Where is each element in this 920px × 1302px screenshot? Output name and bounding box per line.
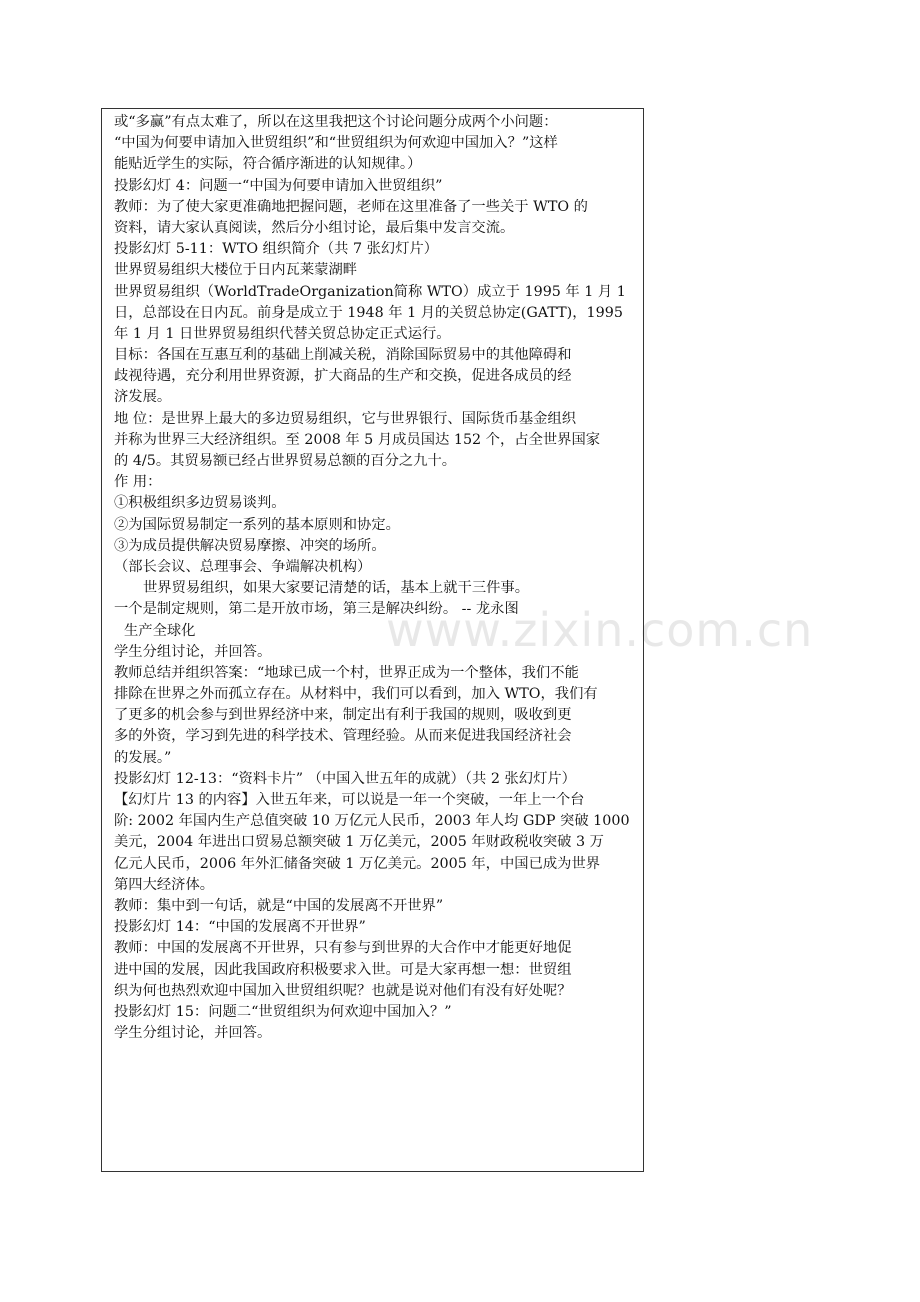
text-line: 世界贸易组织大楼位于日内瓦莱蒙湖畔 <box>114 262 358 279</box>
text-line: 织为何也热烈欢迎中国加入世贸组织呢？也就是说对他们有没有好处呢？ <box>114 982 572 999</box>
text-line: 并称为世界三大经济组织。至 2008 年 5 月成员国达 152 个，占全世界国家 <box>114 431 601 448</box>
text-line: 投影幻灯 4：问题一“中国为何要申请加入世贸组织” <box>114 177 443 194</box>
text-line: 多的外资，学习到先进的科学技术、管理经验。从而来促进我国经济社会 <box>114 728 572 745</box>
text-line: 的发展。” <box>114 749 172 766</box>
text-line: 作 用： <box>114 474 162 491</box>
text-line: 生产全球化 <box>124 622 196 639</box>
text-line: 阶: 2002 年国内生产总值突破 10 万亿元人民币，2003 年人均 GDP 突破 1000 <box>114 813 630 830</box>
text-line: 目标：各国在互惠互利的基础上削减关税，消除国际贸易中的其他障碍和 <box>114 347 572 364</box>
text-line: 歧视待遇，充分利用世界资源，扩大商品的生产和交换，促进各成员的经 <box>114 368 572 385</box>
text-line: 资料，请大家认真阅读，然后分小组讨论，最后集中发言交流。 <box>114 219 515 236</box>
text-line: ①积极组织多边贸易谈判。 <box>114 495 286 512</box>
text-line: 第四大经济体。 <box>114 876 215 893</box>
text-line: 或“多赢”有点太难了，所以在这里我把这个讨论问题分成两个小问题： <box>114 114 558 130</box>
text-line: 【幻灯片 13 的内容】入世五年来，可以说是一年一个突破，一年上一个台 <box>114 792 585 808</box>
text-line: 美元，2004 年进出口贸易总额突破 1 万亿美元，2005 年财政税收突破 3 万 <box>114 834 604 851</box>
text-line: 学生分组讨论，并回答。 <box>114 643 272 660</box>
text-line: 日，总部设在日内瓦。前身是成立于 1948 年 1 月的关贸总协定(GATT)，1995 <box>114 304 623 321</box>
text-line: 世界贸易组织，如果大家要记清楚的话，基本上就干三件事。 <box>143 580 530 597</box>
text-line: 排除在世界之外而孤立存在。从材料中，我们可以看到，加入 WTO，我们有 <box>114 686 598 703</box>
text-line: 教师：集中到一句话，就是“中国的发展离不开世界” <box>114 897 444 914</box>
text-line: 进中国的发展，因此我国政府积极要求入世。可是大家再想一想：世贸组 <box>114 961 572 978</box>
text-line: 年 1 月 1 日世界贸易组织代替关贸总协定正式运行。 <box>114 325 451 342</box>
text-line: “中国为何要申请加入世贸组织”和“世贸组织为何欢迎中国加入？”这样 <box>114 135 558 152</box>
text-line: 亿元人民币，2006 年外汇储备突破 1 万亿美元。2005 年，中国已成为世界 <box>114 855 601 872</box>
text-line: 教师总结并组织答案：“地球已成一个村，世界正成为一个整体，我们不能 <box>114 664 579 681</box>
text-line: 投影幻灯 15：问题二“世贸组织为何欢迎中国加入？” <box>114 1003 452 1020</box>
text-line: （部长会议、总理事会、争端解决机构） <box>114 558 372 575</box>
text-line: 投影幻灯 12-13：“资料卡片” （中国入世五年的成就）（共 2 张幻灯片） <box>114 770 576 787</box>
text-line: ③为成员提供解决贸易摩擦、冲突的场所。 <box>114 537 386 554</box>
text-line: 世界贸易组织（WorldTradeOrganization简称 WTO）成立于 1995 年 1 月 1 <box>114 283 626 300</box>
text-line: ②为国际贸易制定一系列的基本原则和协定。 <box>114 516 400 533</box>
text-line: 了更多的机会参与到世界经济中来，制定出有利于我国的规则，吸收到更 <box>114 707 572 724</box>
text-line: 一个是制定规则，第二是开放市场，第三是解决纠纷。 -- 龙永图 <box>114 601 519 618</box>
text-line: 投影幻灯 5-11：WTO 组织简介（共 7 张幻灯片） <box>114 241 439 258</box>
text-line: 地 位：是世界上最大的多边贸易组织，它与世界银行、国际货币基金组织 <box>114 410 577 427</box>
text-line: 教师：中国的发展离不开世界，只有参与到世界的大合作中才能更好地促 <box>114 940 572 957</box>
document-body <box>114 112 640 1044</box>
text-line: 济发展。 <box>114 389 172 406</box>
watermark-text: www.zixin.com.cn <box>386 603 814 657</box>
text-line: 的 4/5。其贸易额已经占世界贸易总额的百分之九十。 <box>114 453 457 469</box>
text-line: 投影幻灯 14：“中国的发展离不开世界” <box>114 919 366 936</box>
text-line: 学生分组讨论，并回答。 <box>114 1025 272 1042</box>
text-line: 教师：为了使大家更准确地把握问题，老师在这里准备了一些关于 WTO 的 <box>114 198 588 215</box>
text-line: 能贴近学生的实际，符合循序渐进的认知规律。） <box>114 156 422 173</box>
